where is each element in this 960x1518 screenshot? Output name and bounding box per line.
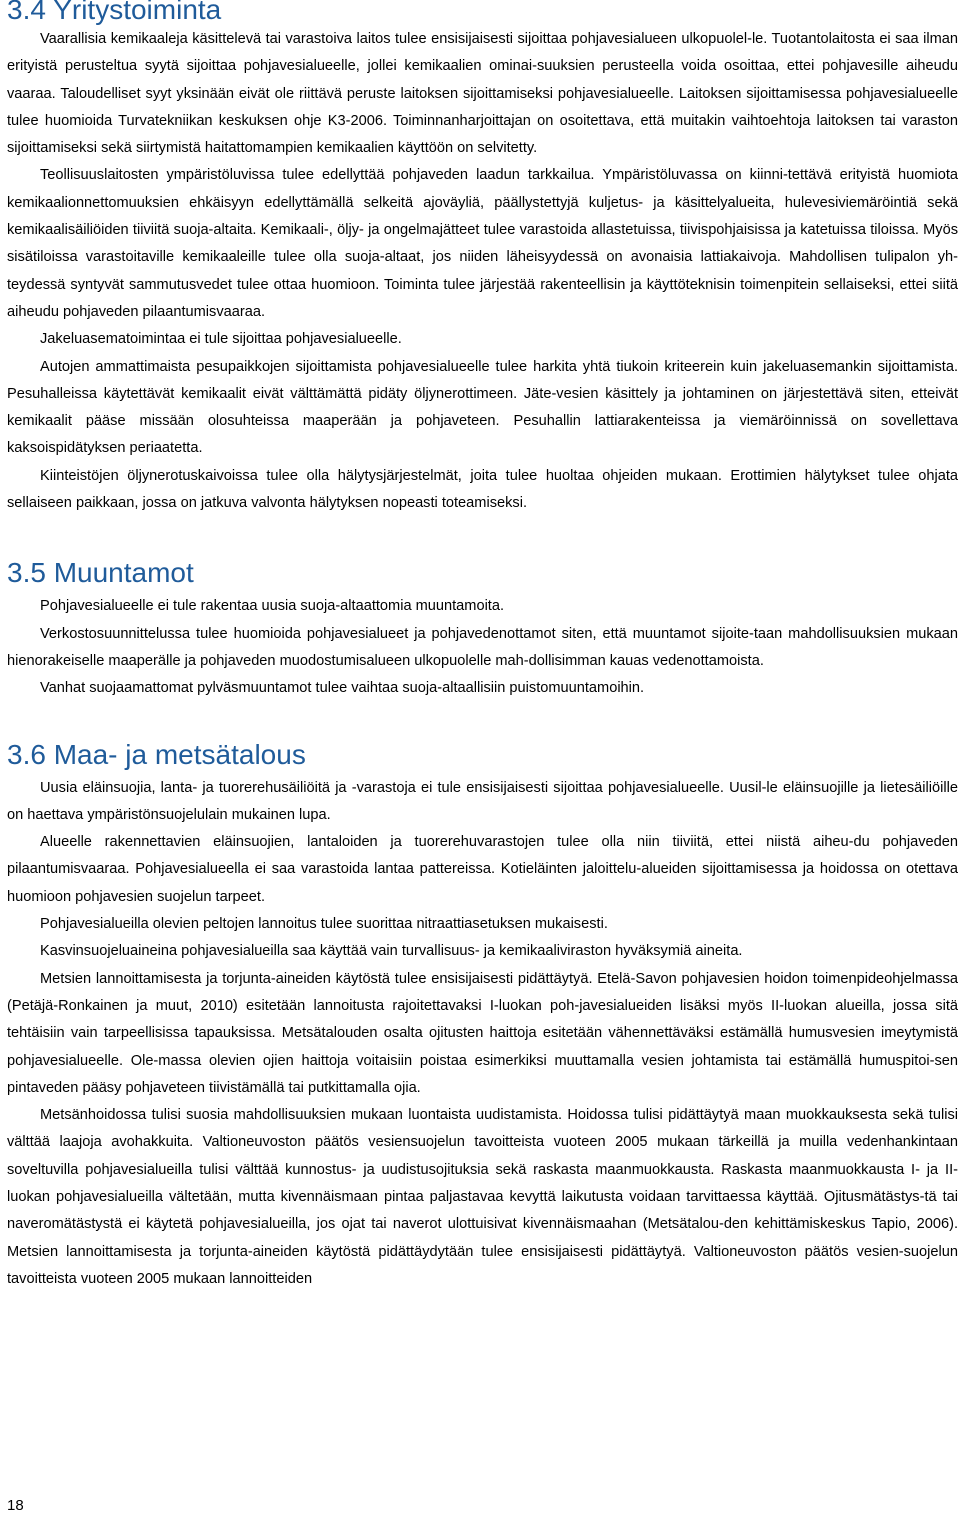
paragraph: Pohjavesialueelle ei tule rakentaa uusia suoja-altaattomia muuntamoita. (40, 598, 505, 615)
paragraph: Metsänhoidossa tulisi suosia mahdollisuuksien mukaan luontaista uudistamista. Hoidossa tulisi pidättäytyä maan muokkauksesta sekä tulisi välttää laajoja avohakkuita. Valtioneuvoston päätös vesiensuojelun tavoitteista vuoteen 2005 mukaan tärkeillä ja muilla vedenhankintaan soveltuvilla pohjavesialueilla tulisi välttää kunnostus- ja uudistusojituksia sekä raskasta maanmuokkausta. Raskasta maanmuokkausta I- ja II-luokan pohjavesialueilla vältetään, mutta kivennäismaan pintaa paljastavaa kevyttä laikutusta voidaan tarvittaessa käyttää. Ojitusmätästys-tä tai naveromätästystä ei käytetä pohjavesialueilla, jos ojat tai naverot ulottuisivat kivennäismaahan (Metsätalou-den kehittämiskeskus Tapio, 2006). Metsien lannoittamisesta ja torjunta-aineiden käytöstä pidättäydytään tulee ensisijaisesti pidättäytyä. Valtioneuvoston päätös vesien-suojelun tavoitteista vuoteen 2005 mukaan lannoitteiden (7, 1107, 958, 1287)
paragraph: Autojen ammattimaista pesupaikkojen sijoittamista pohjavesialueelle tulee harkita yhtä tiukoin kriteerein kuin jakeluasemankin sijoittamista. Pesuhalleissa käytettävät kemikaalit eivät välttämättä pidäty öljynerottimeen. Jäte-vesien käsittely ja johtaminen on järjestettävä siten, etteivät kemikaalit pääse missään olosuhteissa maaperään ja pohjaveteen. Pesuhallin lattiarakenteissa ja viemäröinnissä on sovellettava kaksoispidätyksen periaatetta. (7, 358, 958, 457)
section-heading: 3.6 Maa- ja metsätalous (7, 738, 306, 770)
section-heading: 3.5 Muuntamot (7, 557, 194, 589)
paragraph: Verkostosuunnittelussa tulee huomioida pohjavesialueet ja pohjavedenottamot siten, että muuntamot sijoite-taan mahdollisuuksien mukaan hienorakeiselle maaperälle ja pohjaveden muodostumisalueen ulkopuolelle mah-dollisimman kauas vedenottamoista. (7, 625, 958, 669)
paragraph: Pohjavesialueilla olevien peltojen lannoitus tulee suorittaa nitraattiasetuksen mukaisesti. (40, 916, 608, 933)
paragraph: Alueelle rakennettavien eläinsuojien, lantaloiden ja tuorerehuvarastojen tulee olla niin tiiviitä, ettei niistä aiheu-du pohjaveden pilaantumisvaaraa. Pohjavesialueella ei saa varastoida lantaa pattereissa. Kotieläinten jaloittelu-alueiden sijoittamisessa ja hoidossa on otettava huomioon pohjavesien suojelun tarpeet. (7, 834, 958, 905)
paragraph: Metsien lannoittamisesta ja torjunta-aineiden käytöstä tulee ensisijaisesti pidättäytyä. Etelä-Savon pohjavesien hoidon toimenpideohjelmassa (Petäjä-Ronkainen ja muut, 2010) esitetään lannoitusta rajoitettavaksi I-luokan poh-javesialueiden lisäksi myös II-luokan alueilla, jossa sitä tehtäisiin vain tarpeellisissa tapauksissa. Metsätalouden osalta ojitusten haittoja esitetään vähennettäväksi estämällä humusvesien imeytymistä pohjavesialueelle. Ole-massa olevien ojien haittoja voitaisiin poistaa esimerkiksi muuttamalla vesien johtamista tai estämällä humuspitoi-sen pintaveden pääsy pohjaveteen tiivistämällä tai putkittamalla ojia. (7, 970, 958, 1096)
section-muuntamot (7, 557, 958, 702)
paragraph: Jakeluasematoimintaa ei tule sijoittaa pohjavesialueelle. (40, 331, 402, 348)
paragraph: Kiinteistöjen öljynerotuskaivoissa tulee olla hälytysjärjestelmät, joita tulee huoltaa ohjeiden mukaan. Erottimien hälytykset tulee ohjata sellaiseen paikkaan, jossa on jatkuva valvonta hälytyksen nopeasti toteamiseksi. (7, 467, 958, 512)
page-number: 18 (7, 1497, 24, 1514)
section-yritystoiminta (7, 0, 958, 517)
document-page (7, 0, 958, 1293)
paragraph: Kasvinsuojeluaineina pohjavesialueilla saa käyttää vain turvallisuus- ja kemikaaliviraston hyväksymiä aineita. (40, 943, 743, 960)
paragraph: Vaarallisia kemikaaleja käsittelevä tai varastoiva laitos tulee ensisijaisesti sijoittaa pohjavesialueen ulkopuolel-le. Tuotantolaitosta ei saa ilman erityistä perusteltua syytä sijoittaa pohjavesialueelle, jollei kemikaalien ominai-suuksien perusteella voida osoittaa, ettei pohjavesille aiheudu vaaraa. Taloudelliset syyt yksinään eivät ole riittävä peruste laitoksen sijoittamiseksi pohjavesialueelle. Laitoksen sijoittamisessa pohjavesialueelle tulee huomioida Turvatekniikan keskuksen ohje K3-2006. Toiminnanharjoittajan on osoitettava, että muitakin vaihtoehtoja laitoksen tai varaston sijoittamiseksi sekä siirtymistä haitattomampien kemikaalien käyttöön on selvitetty. (7, 31, 958, 157)
section-heading: 3.4 Yritystoiminta (7, 0, 222, 25)
paragraph: Teollisuuslaitosten ympäristöluvissa tulee edellyttää pohjaveden laadun tarkkailua. Ympäristöluvassa on kiinni-tettävä erityistä huomiota kemikaalionnettomuuksien ehkäisyyn edellyttämällä selkeitä ajoväyliä, päällystettyjä kuljetus- ja käsittelyalueita, hulevesiviemäröintiä sekä kemikaalisäiliöiden tiiviitä suoja-altaita. Kemikaali-, öljy- ja ongelmajätteet tulee varastoida allastetuissa, tiivispohjaisissa ja katetuissa tiloissa. Myös sisätiloissa varastoitaville kemikaaleille tulee olla suoja-altaat, jos niiden läheisyydessä on avonaisia lattiakaivoja. Mahdollisen tulipalon yh-teydessä syntyvät sammutusvedet tulee ottaa huomioon. Toiminta tulee järjestää rakenteellisin ja käyttöteknisin toimenpitein sellaiseksi, ettei siitä aiheudu pohjaveden pilaantumisvaaraa. (7, 167, 958, 320)
paragraph: Uusia eläinsuojia, lanta- ja tuorerehusäiliöitä ja -varastoja ei tule ensisijaisesti sijoittaa pohjavesialueelle. Uusil-le eläinsuojille ja lietesäiliöille on haettava ympäristönsuojelulain mukainen lupa. (7, 779, 958, 823)
paragraph: Vanhat suojaamattomat pylväsmuuntamot tulee vaihtaa suoja-altaallisiin puistomuuntamoihin. (40, 680, 645, 697)
section-maa-ja-metsatalous (7, 739, 958, 1294)
